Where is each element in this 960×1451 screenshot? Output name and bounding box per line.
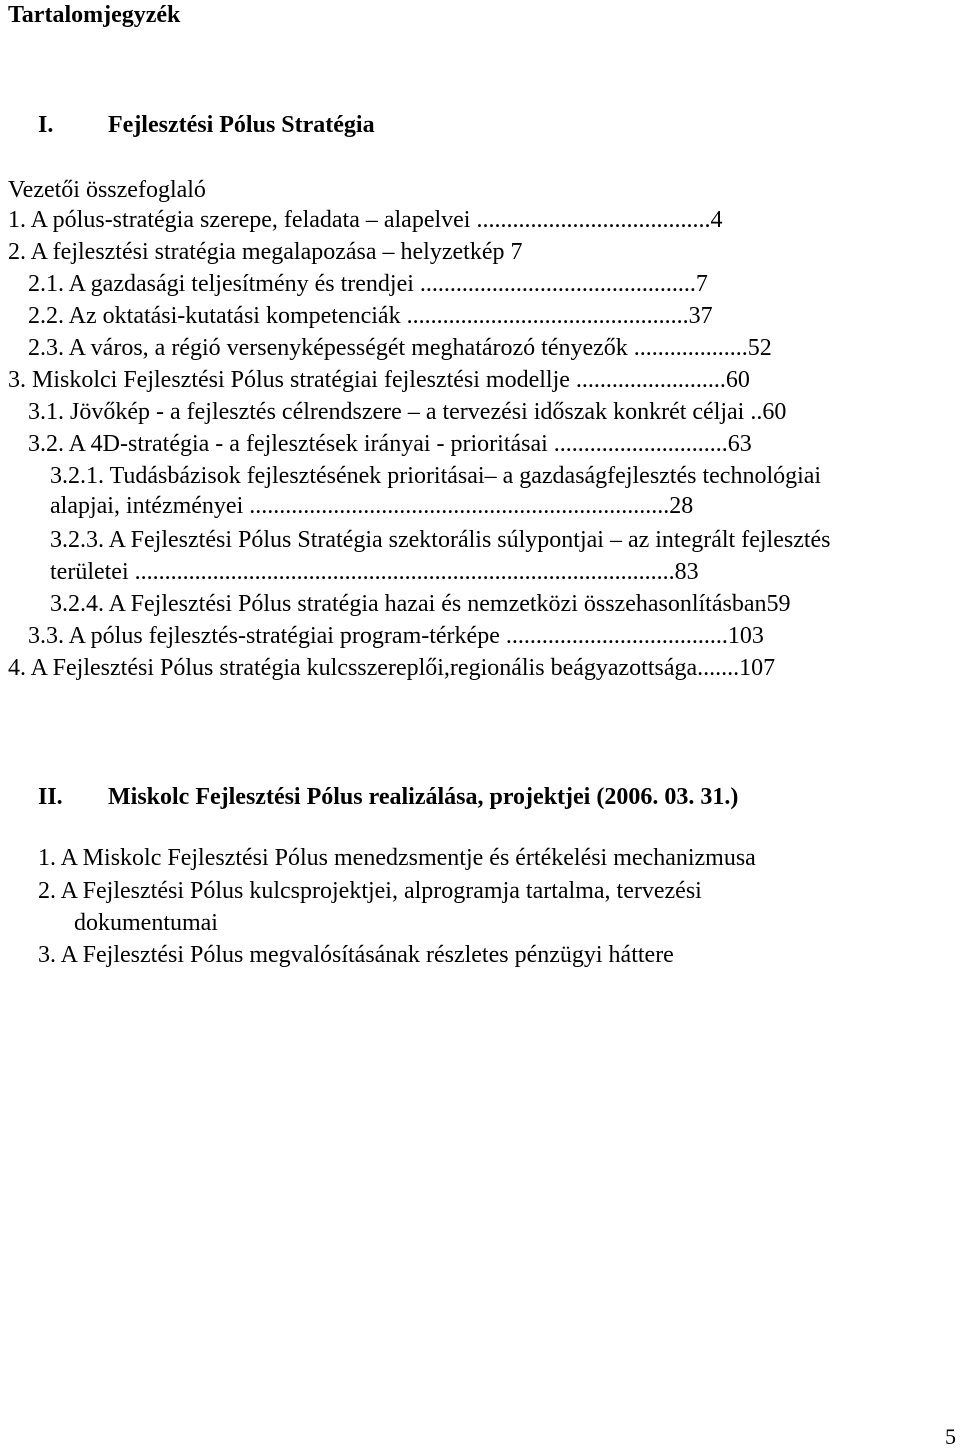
toc-item: alapjai, intézményei ......................................................................28 <box>50 493 694 519</box>
part-1-title: Fejlesztési Pólus Stratégia <box>108 112 375 138</box>
toc-item: 3.2. A 4D-stratégia - a fejlesztések irányai - prioritásai .............................63 <box>28 431 752 457</box>
toc-item: 3.3. A pólus fejlesztés-stratégiai program-térképe .....................................103 <box>28 623 764 649</box>
toc-item: 2.2. Az oktatási-kutatási kompetenciák ...............................................37 <box>28 303 713 329</box>
toc-item: 3.2.4. A Fejlesztési Pólus stratégia hazai és nemzetközi összehasonlításban59 <box>50 591 791 617</box>
toc-item: 3.2.1. Tudásbázisok fejlesztésének prioritásai– a gazdaságfejlesztés technológiai <box>50 463 822 489</box>
toc-item: Vezetői összefoglaló <box>8 177 206 203</box>
list-item: 3. A Fejlesztési Pólus megvalósításának részletes pénzügyi háttere <box>38 942 674 968</box>
list-item: 2. A Fejlesztési Pólus kulcsprojektjei, alprogramja tartalma, tervezési <box>38 878 702 904</box>
toc-item: 4. A Fejlesztési Pólus stratégia kulcsszereplői,regionális beágyazottsága.......107 <box>8 655 776 681</box>
toc-item: 2.3. A város, a régió versenyképességét meghatározó tényezők ...................52 <box>28 335 772 361</box>
toc-item: 2.1. A gazdasági teljesítmény és trendjei ..............................................7 <box>28 271 708 297</box>
toc-item: 1. A pólus-stratégia szerepe, feladata – alapelvei .......................................4 <box>8 207 723 233</box>
toc-item: 3. Miskolci Fejlesztési Pólus stratégiai fejlesztési modellje .........................60 <box>8 367 750 393</box>
list-item: dokumentumai <box>74 910 218 936</box>
toc-item: területei ..........................................................................................83 <box>50 559 699 585</box>
toc-item: 3.2.3. A Fejlesztési Pólus Stratégia szektorális súlypontjai – az integrált fejlesztés <box>50 527 831 553</box>
list-item: 1. A Miskolc Fejlesztési Pólus menedzsmentje és értékelési mechanizmusa <box>38 845 756 871</box>
page-number: 5 <box>945 1424 956 1449</box>
part-2-title: Miskolc Fejlesztési Pólus realizálása, projektjei (2006. 03. 31.) <box>108 784 739 810</box>
toc-item: 3.1. Jövőkép - a fejlesztés célrendszere – a tervezési időszak konkrét céljai ..60 <box>28 399 787 425</box>
part-1-number: I. <box>38 112 54 138</box>
document-title: Tartalomjegyzék <box>8 2 181 28</box>
part-2-number: II. <box>38 784 63 810</box>
toc-item: 2. A fejlesztési stratégia megalapozása – helyzetkép 7 <box>8 239 523 265</box>
